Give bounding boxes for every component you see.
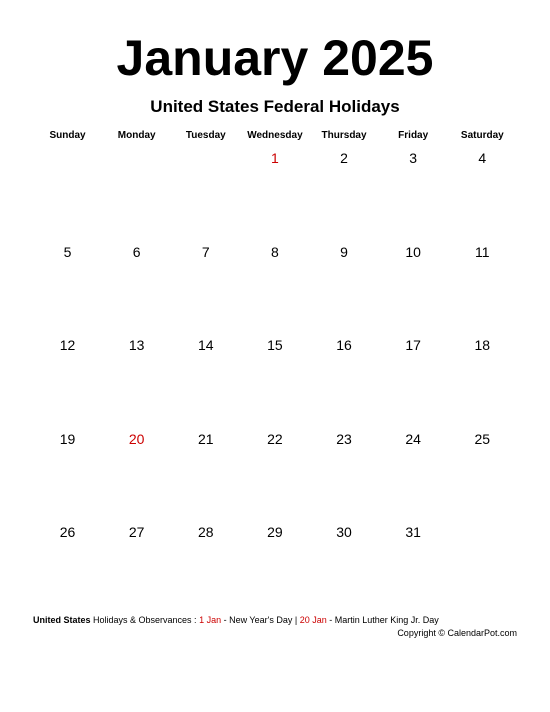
week-row xyxy=(33,425,517,519)
day-cell: 21 xyxy=(198,430,214,447)
day-cell: 20 xyxy=(128,430,145,447)
day-cell: 11 xyxy=(475,243,490,260)
weekday-sunday: Sunday xyxy=(49,130,86,141)
day-cell: 6 xyxy=(132,243,141,260)
day-cell: 23 xyxy=(336,430,352,447)
day-cell: 27 xyxy=(128,524,145,541)
page-title: January 2025 xyxy=(116,30,434,86)
day-cell: 16 xyxy=(336,337,352,354)
day-cell: 15 xyxy=(267,337,283,354)
day-cell: 28 xyxy=(198,524,214,541)
footer-label: Holidays & Observances : xyxy=(90,615,200,625)
day-cell: 18 xyxy=(474,337,491,354)
day-cell: 30 xyxy=(336,524,352,541)
day-cell: 5 xyxy=(63,243,72,260)
day-cell: 1 xyxy=(271,150,279,166)
day-cell: 9 xyxy=(340,243,348,260)
week-row xyxy=(33,518,517,612)
page-subtitle: United States Federal Holidays xyxy=(150,97,400,116)
weekday-thursday: Thursday xyxy=(321,130,367,141)
holiday-date-mlk: 20 Jan xyxy=(299,615,327,625)
weekday-tuesday: Tuesday xyxy=(185,130,226,141)
day-cell xyxy=(102,144,171,238)
calendar-grid xyxy=(33,128,517,612)
day-cell: 7 xyxy=(201,243,210,260)
day-cell: 19 xyxy=(59,430,76,447)
copyright-text: Copyright © CalendarPot.com xyxy=(397,628,517,638)
weekday-monday: Monday xyxy=(117,130,156,141)
day-cell: 14 xyxy=(198,337,214,354)
day-cell: 31 xyxy=(405,524,421,541)
day-cell: 29 xyxy=(267,524,283,541)
day-cell: 24 xyxy=(405,430,421,447)
holiday-name-mlk: - Martin Luther King Jr. Day xyxy=(326,615,439,625)
holiday-date-new-year: 1 Jan xyxy=(199,615,222,625)
day-cell: 17 xyxy=(405,337,421,354)
weekday-header-row xyxy=(33,128,517,144)
day-cell: 10 xyxy=(405,243,421,260)
holidays-footer xyxy=(33,614,517,626)
day-cell: 12 xyxy=(59,337,76,354)
day-cell: 4 xyxy=(478,150,487,166)
day-cell: 13 xyxy=(128,337,145,354)
day-cell xyxy=(33,144,102,238)
day-cell xyxy=(171,144,240,238)
day-cell: 26 xyxy=(59,524,76,541)
day-cell: 2 xyxy=(340,150,348,166)
week-row xyxy=(33,144,517,238)
day-cell: 22 xyxy=(267,430,283,447)
weekday-friday: Friday xyxy=(398,130,429,141)
weekday-wednesday: Wednesday xyxy=(247,130,303,141)
day-cell: 25 xyxy=(474,430,491,447)
weekday-saturday: Saturday xyxy=(460,130,504,141)
day-cell xyxy=(448,518,517,612)
week-row xyxy=(33,331,517,425)
day-cell: 8 xyxy=(271,243,279,260)
day-cell: 3 xyxy=(409,150,418,166)
holiday-name-new-year: - New Year's Day | xyxy=(221,615,300,625)
footer-country: United States xyxy=(33,615,91,625)
week-row xyxy=(33,238,517,332)
